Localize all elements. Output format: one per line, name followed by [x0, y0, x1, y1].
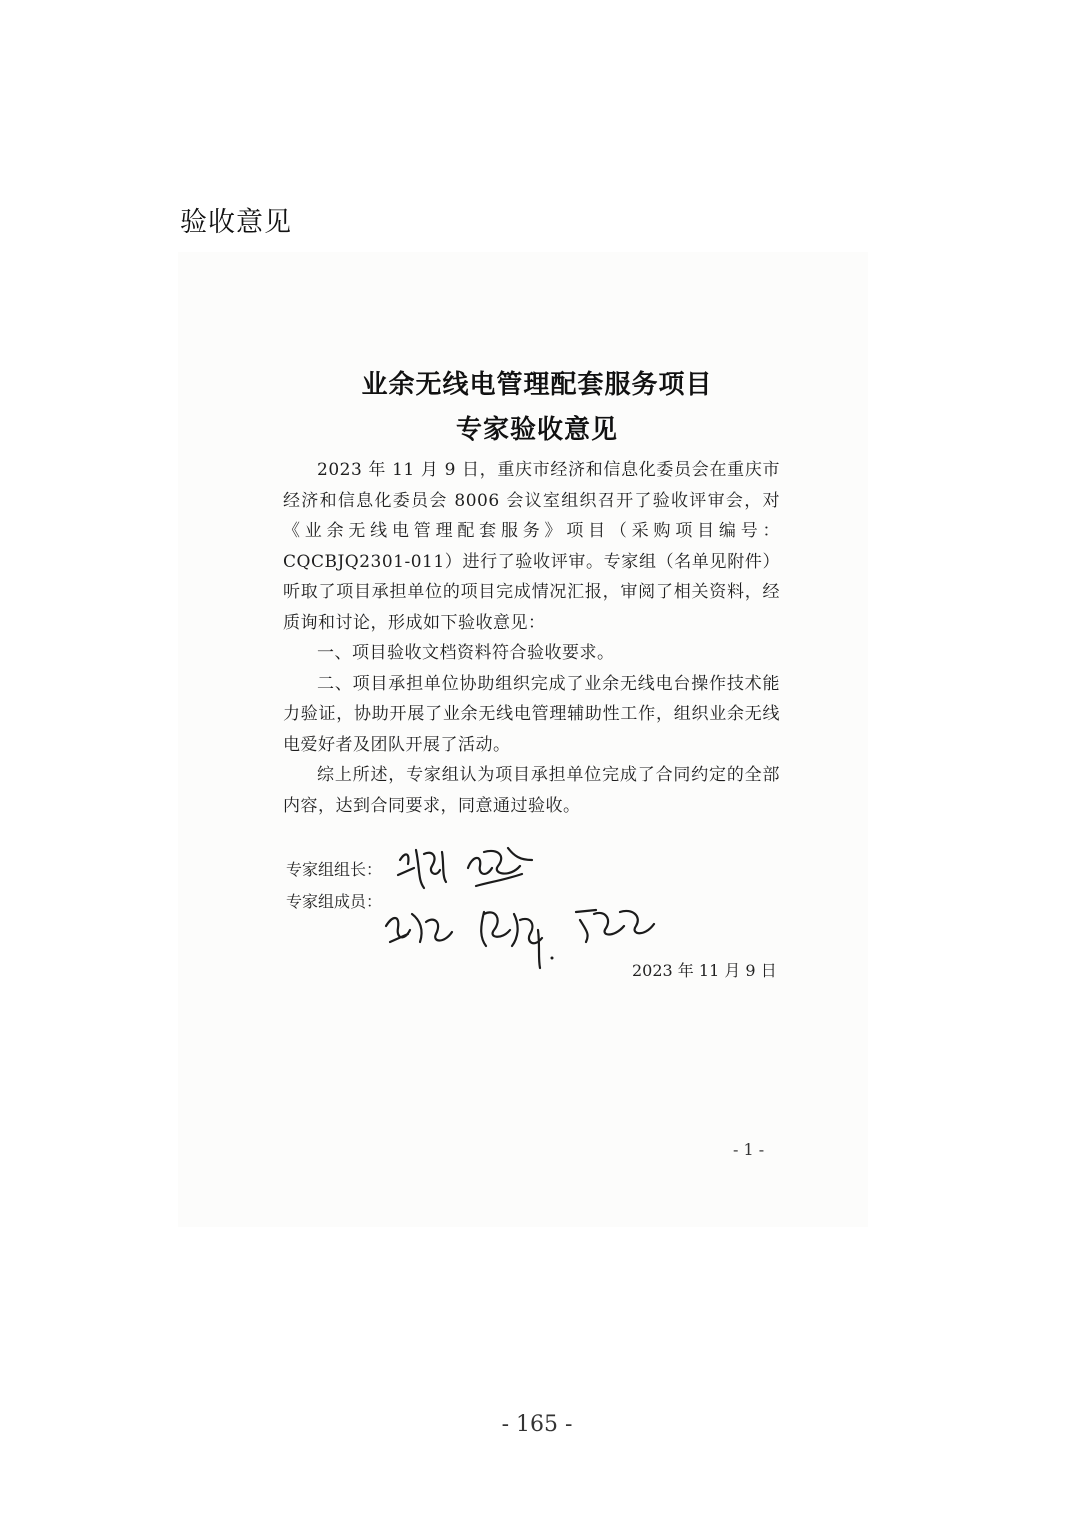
leader-label: 专家组组长：	[286, 860, 383, 879]
page-number: - 165 -	[501, 1412, 573, 1437]
paragraph-intro: 2023 年 11 月 9 日，重庆市经济和信息化委员会在重庆市经济和信息化委员会 8006 会议室组织召开了验收评审会，对《业余无线电管理配套服务》项目（采购项目编号：CQCBJQ2301-011）进行了验收评审。专家组（名单见附件）听取了项目承担单位的项目完成情况汇报，审阅了相关资料，经质询和讨论，形成如下验收意见：	[283, 460, 780, 633]
paragraph-item-1: 一、项目验收文档资料符合验收要求。	[317, 643, 615, 663]
paragraph-item-2: 二、项目承担单位协助组织完成了业余无线电台操作技术能力验证，协助开展了业余无线电管理辅助性工作，组织业余无线电爱好者及团队开展了活动。	[283, 673, 780, 755]
sign-date: 2023 年 11 月 9 日	[632, 961, 777, 980]
handwritten-signatures	[380, 830, 680, 970]
paragraph-conclusion: 综上所述，专家组认为项目承担单位完成了合同约定的全部内容，达到合同要求，同意通过验收。	[283, 765, 780, 816]
members-label: 专家组成员：	[286, 892, 383, 911]
document-subtitle: 专家验收意见	[455, 415, 618, 445]
document-title: 业余无线电管理配套服务项目	[361, 370, 713, 400]
document-body	[283, 455, 780, 821]
scan-page-number: - 1 -	[733, 1140, 765, 1159]
page-heading: 验收意见	[180, 207, 292, 238]
